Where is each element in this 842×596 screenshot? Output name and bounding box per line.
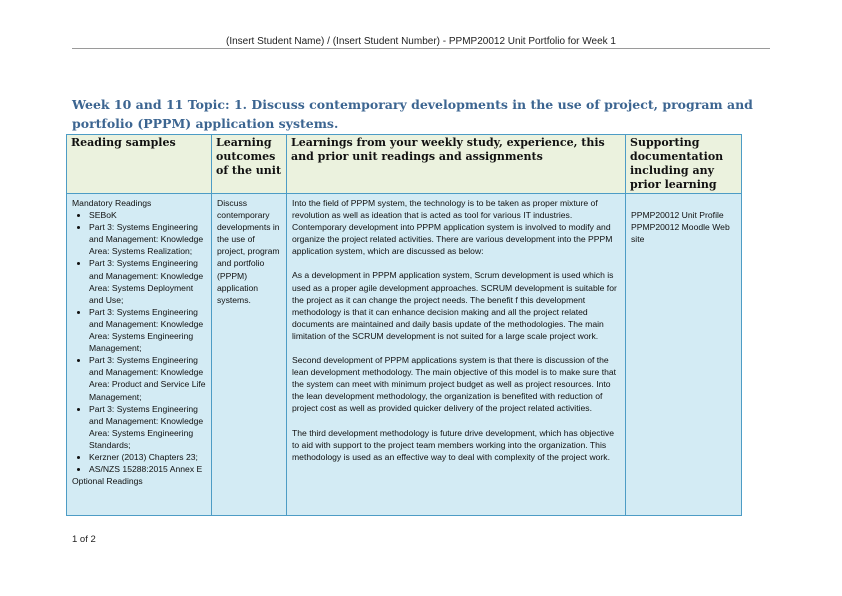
column-header-learning-outcomes: Learning outcomes of the unit: [212, 135, 287, 194]
learnings-cell: [287, 194, 626, 516]
list-item: • Part 3: Systems Engineering and Management: Knowledge Area: Systems Realization;: [89, 221, 206, 257]
learnings-paragraph: The third development methodology is future drive development, which has objective to aid with support to the project team members working into the organization. This methodology is used as an effective way to deal with complexity of the project work.: [292, 427, 614, 462]
column-header-reading-samples: Reading samples: [67, 135, 212, 194]
page-header: [72, 36, 770, 47]
list-item: • Part 3: Systems Engineering and Management: Knowledge Area: Systems Deployment and Use;: [89, 257, 206, 305]
list-item: • Part 3: Systems Engineering and Management: Knowledge Area: Systems Engineering Standards;: [89, 403, 206, 451]
list-item: • SEBoK: [89, 209, 206, 221]
column-header-supporting-documentation: Supporting documentation including any prior learning: [626, 135, 742, 194]
mandatory-readings-label: Mandatory Readings: [72, 198, 152, 208]
topic-heading: Week 10 and 11 Topic: 1. Discuss contemporary developments in the use of project, program and portfolio (PPPM) application systems.: [72, 97, 753, 131]
portfolio-table: [66, 134, 742, 516]
supporting-documentation-cell: [626, 194, 742, 516]
learning-outcome-cell: [212, 194, 287, 516]
documentation-item: PPMP20012 Unit Profile: [631, 210, 724, 220]
mandatory-readings-list: [72, 209, 206, 475]
list-item: • Part 3: Systems Engineering and Management: Knowledge Area: Product and Service Life Management;: [89, 354, 206, 402]
list-item: • Kerzner (2013) Chapters 23;: [89, 451, 206, 463]
list-item: • AS/NZS 15288:2015 Annex E: [89, 463, 206, 475]
column-header-learnings: Learnings from your weekly study, experience, this and prior unit readings and assignments: [287, 135, 626, 194]
learnings-paragraph: Into the field of PPPM system, the technology is to be taken as proper mixture of revolution as well as ideation that is acted as tool for various IT industries. Contemporary development into PPPM application system is involved to modify and organize the project related activities. There are various development into the PPPM application system, which are discussed as below:: [292, 198, 613, 257]
header-text: (Insert Student Name) / (Insert Student Number) - PPMP20012 Unit Portfolio for Week 1: [226, 36, 616, 47]
header-divider: [72, 48, 770, 49]
documentation-item: PPMP20012 Moodle Web site: [631, 222, 730, 245]
table-row: [67, 194, 742, 516]
learnings-paragraph: Second development of PPPM applications system is that there is discussion of the lean development methodology. The main objective of this model is to make sure that the system can meet with minimum project budget as well as project resources. Into the lean development methodology, the organization is benefited with reduction of project cost as well as provided quicker delivery of the project related activities.: [292, 355, 617, 414]
reading-samples-cell: [67, 194, 212, 516]
optional-readings-label: Optional Readings: [72, 476, 143, 487]
learnings-paragraph: As a development in PPPM application system, Scrum development is used which is used as a proper agile development approaches. SCRUM development is suitable for the project as it can change the project needs. The benefit f this development methodology is that it can enhance decision making and all the project related documents are maintained and daily basis update of the methodologies. The main limitation of the SCRUM development is not suited for a large scale project work.: [292, 270, 617, 341]
page-number: 1 of 2: [72, 534, 96, 545]
table-header-row: [67, 135, 742, 194]
learning-outcome-text: Discuss contemporary developments in the use of project, program and portfolio (PPPM) application systems.: [217, 198, 280, 305]
list-item: • Part 3: Systems Engineering and Management: Knowledge Area: Systems Engineering Management;: [89, 306, 206, 354]
